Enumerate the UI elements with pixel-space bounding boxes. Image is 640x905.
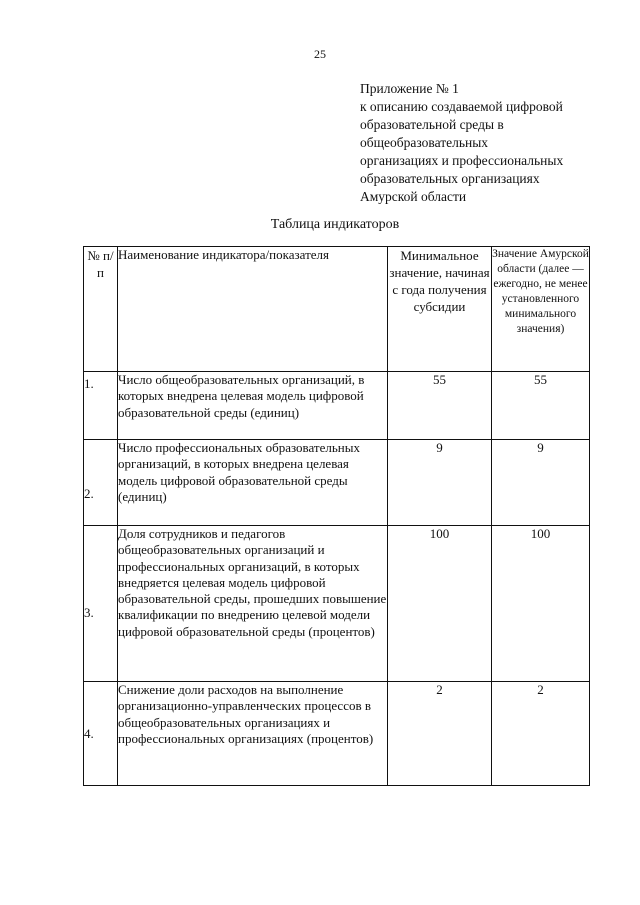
appendix-line: Амурской области: [360, 189, 467, 204]
appendix-line: Приложение № 1: [360, 81, 459, 96]
page-number: 25: [314, 47, 326, 61]
row-min-value: 100: [388, 526, 492, 682]
table-title: Таблица индикаторов: [270, 217, 400, 232]
row-number: 3.: [84, 526, 118, 682]
row-region-value: 55: [492, 372, 590, 440]
header-number: № п/п: [84, 247, 118, 372]
row-min-value: 2: [388, 682, 492, 786]
row-min-value: 55: [388, 372, 492, 440]
header-min-value: Минимальное значение, начиная с года получения субсидии: [388, 247, 492, 372]
row-region-value: 100: [492, 526, 590, 682]
row-indicator-name: Число профессиональных образовательных организаций, в которых внедрена целевая модель цифровой образовательной среды (единиц): [118, 440, 388, 526]
row-indicator-name: Число общеобразовательных организаций, в которых внедрена целевая модель цифровой образовательной среды (единиц): [118, 372, 388, 440]
appendix-caption: [360, 80, 610, 206]
row-min-value: 9: [388, 440, 492, 526]
row-number: 4.: [84, 682, 118, 786]
row-indicator-name: Доля сотрудников и педагогов общеобразовательных организаций и профессиональных организаций, в которых внедряется целевая модель цифровой образовательной среды, прошедших повышение квалификации по внедрению целевой модели цифровой образовательной среды (процентов): [118, 526, 388, 682]
appendix-line: образовательной среды в: [360, 117, 504, 132]
table-row: [84, 682, 590, 786]
row-region-value: 9: [492, 440, 590, 526]
table-row: [84, 440, 590, 526]
row-region-value: 2: [492, 682, 590, 786]
header-name: Наименование индикатора/показателя: [118, 247, 388, 372]
table-row: [84, 372, 590, 440]
row-number: 1.: [84, 372, 118, 440]
table-header-row: [84, 247, 590, 372]
appendix-line: образовательных организациях: [360, 171, 540, 186]
appendix-line: к описанию создаваемой цифровой: [360, 99, 563, 114]
table-row: [84, 526, 590, 682]
header-region-value: Значение Амурской области (далее — ежегодно, не менее установленного минимального значения): [492, 247, 590, 372]
appendix-line: общеобразовательных: [360, 135, 489, 150]
indicators-table: [83, 246, 590, 786]
appendix-line: организациях и профессиональных: [360, 153, 564, 168]
row-number: 2.: [84, 440, 118, 526]
row-indicator-name: Снижение доли расходов на выполнение организационно-управленческих процессов в общеобразовательных организациях и профессиональных организациях (процентов): [118, 682, 388, 786]
